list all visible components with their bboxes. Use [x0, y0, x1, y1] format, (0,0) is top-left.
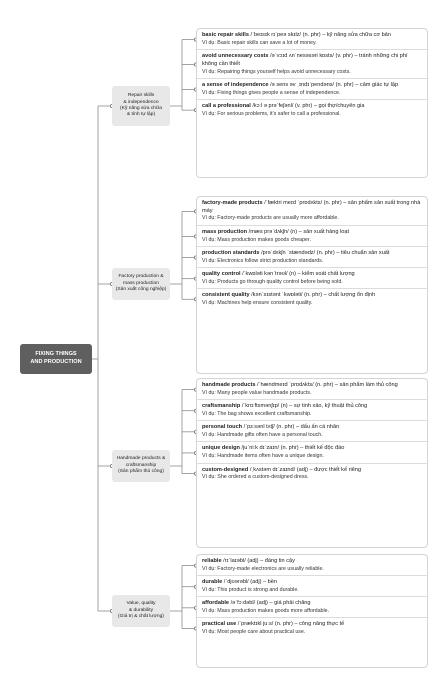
vocab-definition: /ˈfæktri meɪd ˈprɒdʌkts/ (n. phr) – sản phẩm sản xuất trong nhà máy — [202, 200, 421, 214]
vocab-term: production standards — [202, 249, 260, 256]
vocab-example: Ví dụ: The bag shows excellent craftsmanship. — [202, 410, 312, 417]
vocab-term: durable — [202, 579, 223, 586]
vocab-group-repair-skills — [196, 28, 428, 178]
vocab-example: Ví dụ: Repairing things yourself helps avoid unnecessary costs. — [202, 68, 351, 75]
vocab-definition: /juˈniːk dɪˈzaɪn/ (n. phr) – thiết kế độc đáo — [241, 445, 345, 452]
vocab-definition: /kɔːl ə prəˈfeʃənl/ (v. phr) – gọi thợ/chuyên gia — [252, 103, 365, 110]
vocab-item — [197, 597, 427, 618]
root-title-line-1: FIXING THINGS — [35, 351, 77, 358]
branch-node-value-quality — [112, 595, 170, 627]
vocab-term: call a professional — [202, 103, 251, 110]
vocab-definition: /ˈkrɑːftsmənʃɪp/ (n) – sự tinh xảo, kỹ thuật thủ công — [241, 403, 368, 410]
vocab-example: Ví dụ: Many people value handmade products. — [202, 389, 312, 396]
branch-line: craftsmanship — [125, 462, 157, 468]
vocab-example: Ví dụ: Basic repair skills can save a lot of money. — [202, 39, 317, 46]
vocab-example: Ví dụ: Handmade gifts often have a personal touch. — [202, 431, 323, 438]
vocab-definition: /mæs prəˈdʌkʃn/ (n) – sản xuất hàng loạt — [248, 228, 350, 235]
vocab-definition: /rɪˈlaɪəbl/ (adj) – đáng tin cậy — [223, 558, 295, 564]
branch-line: Value, quality — [126, 601, 156, 607]
vocab-item — [197, 576, 427, 597]
vocab-item — [197, 618, 427, 638]
vocab-term: affordable — [202, 600, 230, 607]
vocab-group-factory-production — [196, 196, 428, 374]
vocab-definition: /kənˈsɪstənt ˈkwɒləti/ (n. phr) – chất lượng ổn định — [251, 292, 376, 299]
vocab-example: Ví dụ: Factory-made electronics are usually reliable. — [202, 565, 324, 572]
root-title-line-2: AND PRODUCTION — [30, 359, 82, 365]
vocab-group-value-quality — [196, 554, 428, 668]
vocab-term: reliable — [202, 558, 222, 564]
vocab-example: Ví dụ: Electronics follow strict production standards. — [202, 257, 324, 264]
vocab-item — [197, 421, 427, 442]
branch-line: (Kỹ năng sửa chữa — [120, 106, 162, 111]
branch-line: mass production — [123, 280, 159, 286]
branch-line: Factory production & — [118, 274, 164, 280]
vocab-item — [197, 464, 427, 484]
vocab-definition: /əˈfɔːdəbl/ (adj) – giá phải chăng — [230, 600, 311, 607]
vocab-term: consistent quality — [202, 292, 250, 299]
root-node — [20, 344, 92, 374]
vocab-example: Ví dụ: Handmade items often have a unique design. — [202, 453, 324, 460]
vocab-term: basic repair skills — [202, 32, 249, 38]
vocab-definition: /prəˈdʌkʃn ˈstændədz/ (n. phr) – tiêu chuẩn sản xuất — [261, 249, 390, 256]
vocab-item — [197, 100, 427, 120]
vocab-definition: /ˈdjʊərəbl/ (adj) – bền — [223, 579, 278, 586]
branch-node-factory-production — [112, 268, 170, 300]
vocab-definition: /ə sens əv ˌɪndɪˈpendəns/ (n. phr) – cảm giác tự lập — [270, 81, 399, 88]
vocab-item — [197, 442, 427, 463]
vocab-item — [197, 268, 427, 289]
vocab-term: mass production — [202, 228, 248, 235]
vocab-example: Ví dụ: Factory-made products are usually more affordable. — [202, 215, 339, 222]
vocab-example: Ví dụ: Fixing things gives people a sense of independence. — [202, 89, 341, 96]
vocab-term: avoid unnecessary costs — [202, 53, 269, 60]
vocab-example: Ví dụ: Mass production makes goods more affordable. — [202, 607, 330, 614]
branch-line: Handmade products & — [116, 456, 166, 462]
vocab-term: practical use — [202, 621, 237, 628]
branch-node-repair-skills — [112, 86, 170, 126]
vocab-group-handmade-products — [196, 378, 428, 548]
vocab-item — [197, 247, 427, 268]
vocab-term: handmade products — [202, 382, 256, 388]
branch-node-handmade-products — [112, 450, 170, 482]
branch-line: (Sản phẩm thủ công) — [118, 469, 164, 475]
vocab-term: craftsmanship — [202, 403, 241, 410]
vocab-item — [197, 29, 427, 50]
vocab-term: unique design — [202, 445, 240, 452]
vocab-item — [197, 289, 427, 309]
vocab-example: Ví dụ: Most people care about practical use. — [202, 629, 306, 636]
vocab-item — [197, 226, 427, 247]
vocab-item — [197, 400, 427, 421]
vocab-item — [197, 379, 427, 400]
branch-line: Repair skills — [127, 93, 155, 99]
vocab-example: Ví dụ: She ordered a custom-designed dress. — [202, 474, 309, 481]
branch-line: & durability — [128, 607, 154, 613]
vocab-definition: /ˈpræktɪkl juːs/ (n. phr) – công năng thực tế — [237, 621, 345, 628]
vocab-definition: /ˈkwɒləti kənˈtrəʊl/ (n) – kiểm soát chất lượng — [242, 271, 355, 278]
branch-line: (Sản xuất công nghiệp) — [115, 287, 167, 293]
vocab-term: personal touch — [202, 424, 243, 431]
vocab-definition: /ˈbeɪsɪk rɪˈpeə skɪlz/ (n. phr) – kỹ năng sửa chữa cơ bản — [250, 32, 391, 38]
branch-line: (Giá trị & chất lượng) — [118, 614, 164, 620]
vocab-item — [197, 197, 427, 226]
vocab-definition: /ˈpɜːsənl tʌtʃ/ (n. phr) – dấu ấn cá nhân — [243, 424, 340, 431]
vocab-example: Ví dụ: This product is strong and durable. — [202, 586, 299, 593]
vocab-term: quality control — [202, 271, 241, 278]
vocab-item — [197, 555, 427, 576]
vocab-term: factory-made products — [202, 200, 263, 206]
vocab-example: Ví dụ: Mass production makes goods cheaper. — [202, 236, 311, 243]
vocab-definition: /əˈvɔɪd ʌnˈnesəsəri kɒsts/ (v. phr) – tránh những chi phí không cần thiết — [202, 53, 408, 67]
vocab-definition: /ˈhændmeɪd ˈprɒdʌkts/ (n. phr) – sản phẩm làm thủ công — [257, 382, 398, 388]
vocab-example: Ví dụ: For serious problems, it's safer to call a professional. — [202, 110, 341, 117]
vocab-definition: /ˌkʌstəm dɪˈzaɪnd/ (adj) – được thiết kế riêng — [249, 466, 362, 473]
vocab-term: a sense of independence — [202, 81, 269, 88]
branch-line: & tính tự lập) — [126, 112, 156, 118]
vocab-example: Ví dụ: Products go through quality control before being sold. — [202, 278, 343, 285]
branch-line: & independence — [123, 99, 159, 105]
vocab-term: custom-designed — [202, 466, 249, 473]
vocab-item — [197, 50, 427, 79]
vocab-item — [197, 79, 427, 100]
vocab-example: Ví dụ: Machines help ensure consistent quality. — [202, 299, 313, 306]
